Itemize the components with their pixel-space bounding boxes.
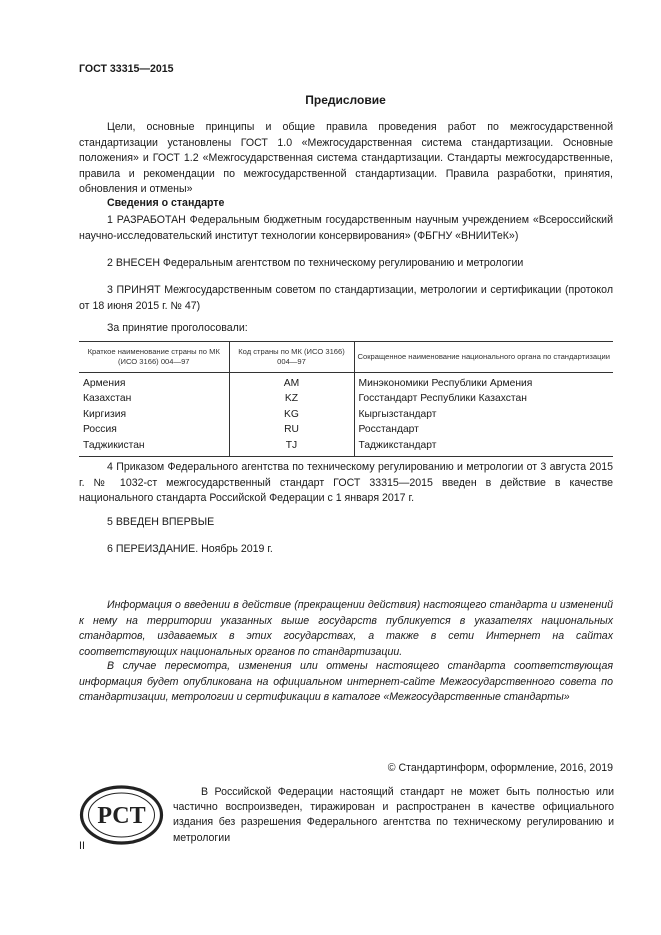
item-1 — [79, 213, 613, 244]
item-1-text: 1 РАЗРАБОТАН Федеральным бюджетным государственным научным учреждением «Всероссийский научно-исследовательский институт технологии консервирования» (ФБГНУ «ВНИИТеК») — [79, 214, 613, 242]
body-cell: Кыргызстандарт — [354, 407, 613, 422]
intro-text: Цели, основные принципы и общие правила проведения работ по межгосударственной стандартизации установлены ГОСТ 1.0 «Межгосударственная система стандартизации. Основные положения» и ГОСТ 1.2 «Межгосударственная система стандартизации. Стандарты межгосударственные, правила и рекомендации по межгосударственной стандартизации. Правила разработки, принятия, обновления и отмены» — [79, 121, 613, 196]
legal-notice — [173, 785, 614, 846]
code-cell: KG — [229, 407, 354, 422]
table-row — [79, 391, 613, 406]
table-row — [79, 422, 613, 437]
code-cell: KZ — [229, 391, 354, 406]
col-header-country: Краткое наименование страны по МК (ИСО 3166) 004—97 — [79, 342, 229, 373]
voted-label: За принятие проголосовали: — [107, 322, 248, 334]
code-cell: TJ — [229, 438, 354, 457]
item-6: 6 ПЕРЕИЗДАНИЕ. Ноябрь 2019 г. — [107, 543, 273, 555]
info-1-text: Информация о введении в действие (прекращении действия) настоящего стандарта и изменений к нему на территории указанных выше государств публикуется в указателях национальных стандартов, издаваемых в этих государствах, а также в сети Интернет на сайтах соответствующих национальных органов по стандартизации. — [79, 599, 613, 658]
code-cell: RU — [229, 422, 354, 437]
info-paragraph-2 — [79, 659, 613, 706]
page-title: Предисловие — [305, 93, 386, 107]
country-cell: Россия — [83, 424, 117, 436]
body-cell: Росстандарт — [354, 422, 613, 437]
item-2: 2 ВНЕСЕН Федеральным агентством по техническому регулированию и метрологии — [107, 257, 524, 269]
country-cell: Киргизия — [83, 408, 127, 420]
col-header-body: Сокращенное наименование национального органа по стандартизации — [354, 342, 613, 373]
voting-table — [79, 341, 613, 457]
legal-text: В Российской Федерации настоящий стандарт не может быть полностью или частично воспроизведен, тиражирован и распространен в качестве официального издания без разрешения Федерального агентства по техническому регулированию и метрологии — [173, 786, 614, 844]
table-row — [79, 438, 613, 457]
code-cell: AM — [229, 373, 354, 392]
page-number: II — [79, 840, 85, 852]
item-3-text: 3 ПРИНЯТ Межгосударственным советом по стандартизации, метрологии и сертификации (протокол от 18 июня 2015 г. № 47) — [79, 284, 613, 312]
body-cell: Таджикстандарт — [354, 438, 613, 457]
item-4-text: 4 Приказом Федерального агентства по техническому регулированию и метрологии от 3 августа 2015 г. № 1032-ст межгосударственный стандарт ГОСТ 33315—2015 введен в действие в качестве национального стандарта Российской Федерации с 1 января 2017 г. — [79, 461, 613, 505]
info-paragraph-1 — [79, 598, 613, 660]
rst-logo-icon — [79, 784, 164, 846]
copyright-notice: © Стандартинформ, оформление, 2016, 2019 — [387, 762, 613, 774]
col-header-code: Код страны по МК (ИСО 3166) 004—97 — [229, 342, 354, 373]
table-row — [79, 407, 613, 422]
logo-text: РСТ — [97, 803, 146, 829]
item-4 — [79, 460, 613, 507]
item-5: 5 ВВЕДЕН ВПЕРВЫЕ — [107, 516, 215, 528]
body-cell: Минэкономики Республики Армения — [354, 373, 613, 392]
document-id: ГОСТ 33315—2015 — [79, 63, 174, 75]
country-cell: Армения — [83, 378, 126, 389]
table-row — [79, 373, 613, 392]
info-2-text: В случае пересмотра, изменения или отмены настоящего стандарта соответствующая информация будет опубликована на официальном интернет-сайте Межгосударственного совета по стандартизации, метрологии и сертификации в каталоге «Межгосударственные стандарты» — [79, 660, 613, 704]
table-header-row — [79, 342, 613, 373]
country-cell: Таджикистан — [79, 438, 229, 457]
section-title: Сведения о стандарте — [107, 197, 225, 209]
item-3 — [79, 283, 613, 314]
body-cell: Госстандарт Республики Казахстан — [354, 391, 613, 406]
country-cell: Казахстан — [83, 393, 132, 405]
intro-paragraph — [79, 120, 613, 198]
